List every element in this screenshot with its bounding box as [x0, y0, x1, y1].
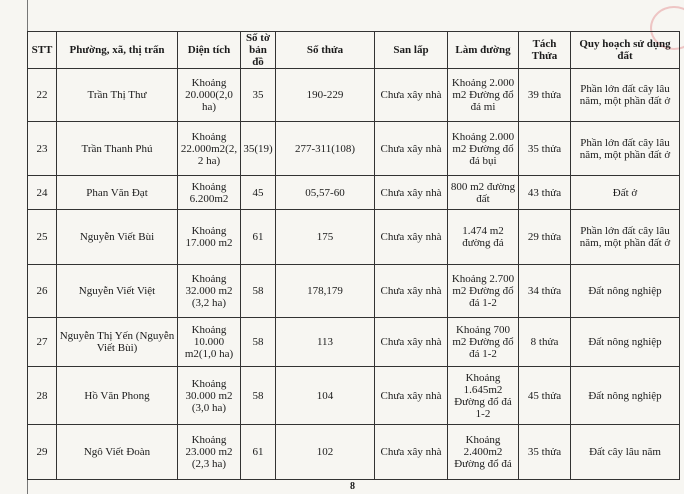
cell-split: 8 thửa: [519, 318, 571, 367]
cell-parcels: 113: [276, 318, 375, 367]
cell-split: 45 thửa: [519, 367, 571, 425]
cell-map-sheet: 35: [241, 69, 276, 122]
cell-parcels: 190-229: [276, 69, 375, 122]
cell-planning: Đất cây lâu năm: [571, 425, 680, 480]
cell-stt: 25: [28, 210, 57, 265]
cell-road: Khoảng 2.000 m2 Đường đổ đá bụi: [448, 122, 519, 176]
cell-road: Khoảng 1.645m2 Đường đổ đá 1-2: [448, 367, 519, 425]
cell-area: Khoảng 20.000(2,0 ha): [178, 69, 241, 122]
cell-parcels: 104: [276, 367, 375, 425]
cell-stt: 26: [28, 265, 57, 318]
cell-area: Khoảng 17.000 m2: [178, 210, 241, 265]
header-planning: Quy hoạch sử dụng đất: [571, 32, 680, 69]
cell-name: Trần Thị Thư: [57, 69, 178, 122]
cell-split: 34 thửa: [519, 265, 571, 318]
cell-parcels: 178,179: [276, 265, 375, 318]
cell-split: 43 thửa: [519, 176, 571, 210]
header-map-sheet: Số tờ bản đồ: [241, 32, 276, 69]
cell-map-sheet: 58: [241, 265, 276, 318]
cell-leveling: Chưa xây nhà: [375, 122, 448, 176]
cell-stt: 27: [28, 318, 57, 367]
cell-map-sheet: 35(19): [241, 122, 276, 176]
table-row: [28, 367, 680, 425]
cell-area: Khoảng 6.200m2: [178, 176, 241, 210]
cell-leveling: Chưa xây nhà: [375, 265, 448, 318]
cell-leveling: Chưa xây nhà: [375, 318, 448, 367]
cell-name: Ngô Viết Đoàn: [57, 425, 178, 480]
table-row: [28, 176, 680, 210]
cell-stt: 28: [28, 367, 57, 425]
cell-map-sheet: 58: [241, 318, 276, 367]
cell-road: Khoảng 2.700 m2 Đường đổ đá 1-2: [448, 265, 519, 318]
cell-split: 29 thửa: [519, 210, 571, 265]
cell-planning: Đất nông nghiệp: [571, 318, 680, 367]
cell-split: 35 thửa: [519, 122, 571, 176]
cell-leveling: Chưa xây nhà: [375, 176, 448, 210]
cell-area: Khoảng 32.000 m2 (3,2 ha): [178, 265, 241, 318]
cell-stt: 24: [28, 176, 57, 210]
cell-leveling: Chưa xây nhà: [375, 425, 448, 480]
cell-name: Phan Văn Đạt: [57, 176, 178, 210]
cell-map-sheet: 45: [241, 176, 276, 210]
cell-parcels: 175: [276, 210, 375, 265]
cell-map-sheet: 58: [241, 367, 276, 425]
cell-name: Nguyễn Viết Bùi: [57, 210, 178, 265]
header-leveling: San lấp: [375, 32, 448, 69]
cell-road: Khoảng 700 m2 Đường đổ đá 1-2: [448, 318, 519, 367]
cell-stt: 22: [28, 69, 57, 122]
cell-map-sheet: 61: [241, 210, 276, 265]
header-split: Tách Thửa: [519, 32, 571, 69]
cell-stt: 23: [28, 122, 57, 176]
cell-planning: Đất ở: [571, 176, 680, 210]
cell-parcels: 277-311(108): [276, 122, 375, 176]
cell-planning: Phần lớn đất cây lâu năm, một phần đất ở: [571, 122, 680, 176]
cell-map-sheet: 61: [241, 425, 276, 480]
cell-road: 800 m2 đường đất: [448, 176, 519, 210]
cell-split: 35 thửa: [519, 425, 571, 480]
cell-area: Khoảng 30.000 m2 (3,0 ha): [178, 367, 241, 425]
table-header-row: [28, 32, 680, 69]
cell-name: Hồ Văn Phong: [57, 367, 178, 425]
page-number: 8: [350, 481, 355, 492]
cell-parcels: 102: [276, 425, 375, 480]
cell-area: Khoảng 22.000m2(2,2 ha): [178, 122, 241, 176]
cell-road: Khoảng 2.000 m2 Đường đổ đá mi: [448, 69, 519, 122]
cell-leveling: Chưa xây nhà: [375, 367, 448, 425]
land-parcel-table: [27, 31, 680, 480]
cell-road: Khoảng 2.400m2 Đường đổ đá: [448, 425, 519, 480]
header-area: Diện tích: [178, 32, 241, 69]
table-row: [28, 210, 680, 265]
cell-planning: Phần lớn đất cây lâu năm, một phần đất ở: [571, 210, 680, 265]
table-row: [28, 69, 680, 122]
cell-planning: Đất nông nghiệp: [571, 265, 680, 318]
cell-leveling: Chưa xây nhà: [375, 210, 448, 265]
cell-planning: Phần lớn đất cây lâu năm, một phần đất ở: [571, 69, 680, 122]
header-parcels: Số thửa: [276, 32, 375, 69]
cell-parcels: 05,57-60: [276, 176, 375, 210]
table-row: [28, 265, 680, 318]
cell-name: Trần Thanh Phú: [57, 122, 178, 176]
header-road: Làm đường: [448, 32, 519, 69]
header-ward: Phường, xã, thị trấn: [57, 32, 178, 69]
cell-stt: 29: [28, 425, 57, 480]
cell-road: 1.474 m2 đường đá: [448, 210, 519, 265]
cell-planning: Đất nông nghiệp: [571, 367, 680, 425]
table-row: [28, 122, 680, 176]
cell-name: Nguyễn Thị Yến (Nguyễn Viết Bùi): [57, 318, 178, 367]
cell-split: 39 thửa: [519, 69, 571, 122]
cell-area: Khoảng 23.000 m2 (2,3 ha): [178, 425, 241, 480]
cell-area: Khoảng 10.000 m2(1,0 ha): [178, 318, 241, 367]
table-row: [28, 425, 680, 480]
cell-name: Nguyễn Viết Việt: [57, 265, 178, 318]
cell-leveling: Chưa xây nhà: [375, 69, 448, 122]
table-row: [28, 318, 680, 367]
header-stt: STT: [28, 32, 57, 69]
